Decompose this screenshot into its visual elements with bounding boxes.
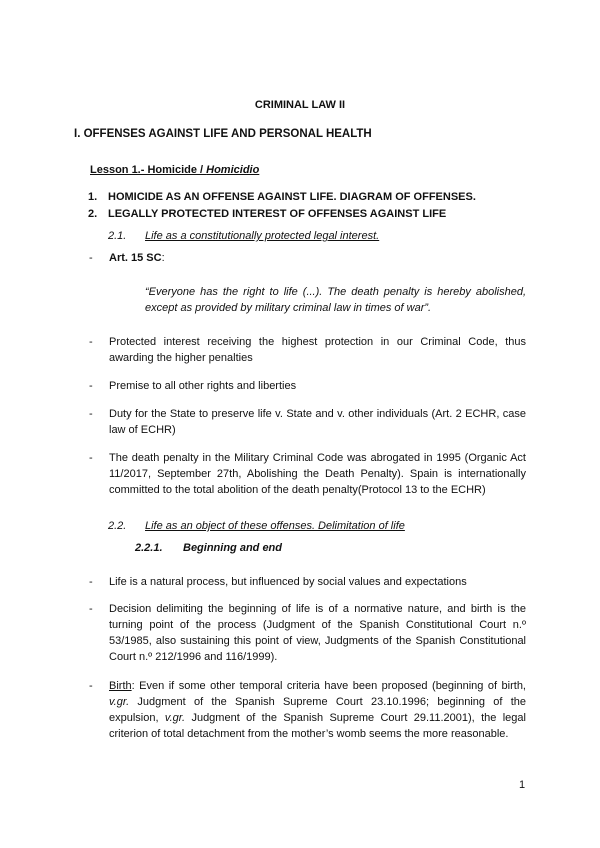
- bullet-death-penalty: The death penalty in the Military Criminal Code was abrogated in 1995 (Organic Act 11/2017, September 27th, Abolishing the Death Penalty). Spain is internationally committed to the total abolition of the death penalty(Protocol 13 to the ECHR): [109, 452, 526, 496]
- document-title: CRIMINAL LAW II: [254, 99, 346, 111]
- lesson-heading: [90, 162, 259, 178]
- page-number: 1: [519, 779, 526, 791]
- part-heading: I. OFFENSES AGAINST LIFE AND PERSONAL HEALTH: [74, 128, 372, 140]
- bullet-dash: -: [89, 252, 93, 264]
- lesson-subtitle: Homicidio: [206, 164, 260, 176]
- birth-text-2: Judgment of the Spanish Supreme Court 23.10.1996; beginning of the expulsion,: [109, 696, 526, 724]
- bullet-dash: -: [89, 336, 93, 348]
- bullet-dash: -: [89, 452, 93, 464]
- lesson-prefix: Lesson 1.- Homicide /: [90, 164, 207, 176]
- birth-text-3: Judgment of the Spanish Supreme Court 29.11.2001), the legal criterion of total detachment from the mother’s womb seems the more reasonable.: [109, 712, 526, 740]
- item-2-number: 2.: [88, 208, 98, 220]
- section-2-2-title: Life as an object of these offenses. Delimitation of life: [145, 520, 405, 532]
- bullet-premise: Premise to all other rights and liberties: [109, 380, 297, 392]
- bullet-dash: -: [89, 603, 93, 615]
- section-2-2-1-title: Beginning and end: [183, 542, 282, 554]
- bullet-dash: -: [89, 576, 93, 588]
- art-15-label: Art. 15 SC: [109, 252, 162, 264]
- bullet-dash: -: [89, 680, 93, 692]
- bullet-state-duty: Duty for the State to preserve life v. State and v. other individuals (Art. 2 ECHR, case law of ECHR): [109, 408, 526, 436]
- birth-label: Birth: [109, 680, 132, 692]
- item-1-text: HOMICIDE AS AN OFFENSE AGAINST LIFE. DIAGRAM OF OFFENSES.: [108, 191, 476, 203]
- art-15-colon: :: [161, 252, 165, 264]
- birth-text-1: : Even if some other temporal criteria have been proposed (beginning of birth,: [131, 680, 526, 692]
- section-2-2-1-number: 2.2.1.: [135, 542, 163, 554]
- bullet-dash: -: [89, 408, 93, 420]
- item-1-number: 1.: [88, 191, 98, 203]
- section-2-2-number: 2.2.: [108, 520, 127, 532]
- bullet-natural-process: Life is a natural process, but influenced by social values and expectations: [109, 576, 467, 588]
- bullet-birth: [109, 678, 526, 742]
- bullet-dash: -: [89, 380, 93, 392]
- birth-vgr-2: v.gr.: [164, 712, 186, 724]
- constitution-quote: “Everyone has the right to life (...). The death penalty is hereby abolished, except as provided by military criminal law in times of war”.: [145, 286, 526, 314]
- item-2-text: LEGALLY PROTECTED INTEREST OF OFFENSES AGAINST LIFE: [108, 208, 447, 220]
- bullet-normative-decision: Decision delimiting the beginning of life is of a normative nature, and birth is the turning point of the process (Judgment of the Spanish Constitutional Court n.º 53/1985, also sustaining this point of view, Judgments of the Spanish Constitutional Court n.º 212/1996 and 116/1999).: [109, 603, 526, 663]
- birth-vgr-1: v.gr.: [109, 696, 130, 708]
- art-15-reference: [109, 250, 165, 266]
- section-2-1-title: Life as a constitutionally protected legal interest.: [145, 230, 380, 242]
- section-2-1-number: 2.1.: [108, 230, 127, 242]
- bullet-protected-interest: Protected interest receiving the highest protection in our Criminal Code, thus awarding the higher penalties: [109, 336, 526, 364]
